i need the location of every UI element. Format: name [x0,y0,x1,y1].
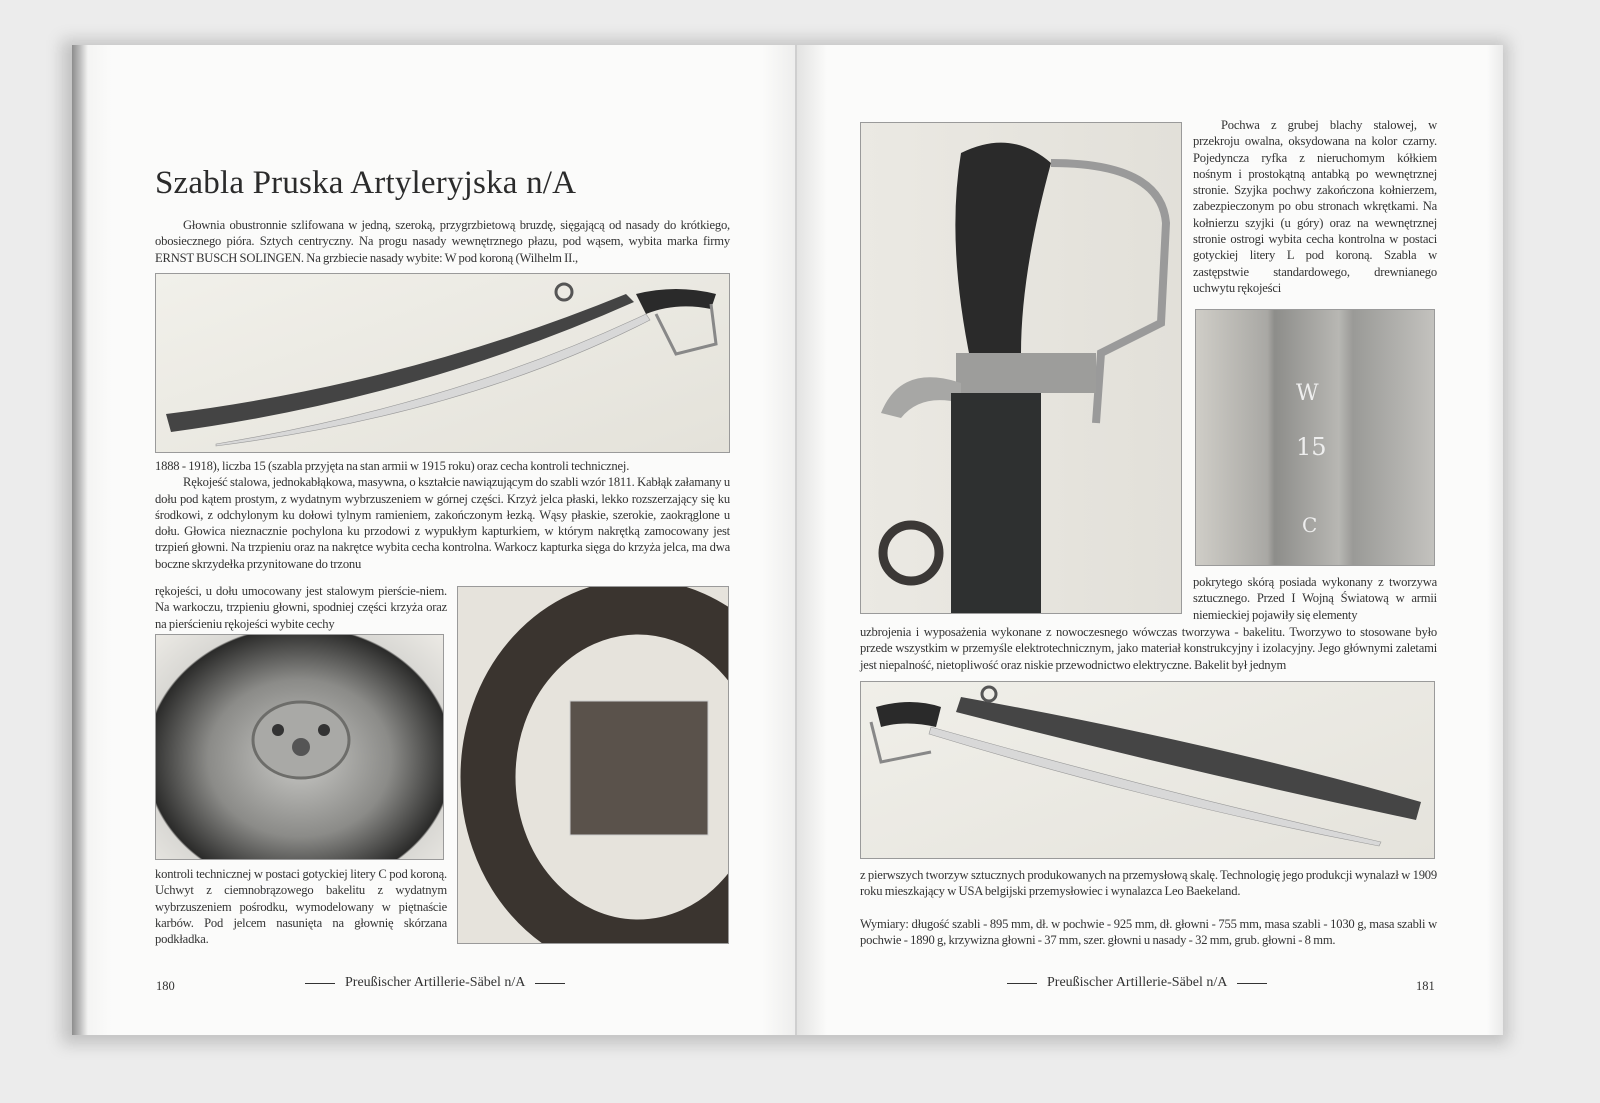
paragraph-bakelite-end [860,867,1437,900]
rule-line [1007,983,1037,984]
photo-blade-stamps [1195,309,1435,566]
paragraph-text: uzbrojenia i wyposażenia wykonane z nowoczesnego wówczas tworzywa - bakelitu. Tworzywo to stosowane było przede wszystkim w przemyśle elektrotechnicznym, jako materiał konstrukcyjny i izolacyjny. Jego głównymi zaletami jest niepalność, nietopliwość oraz niskie przewodnictwo elektryczne. Bakelit był jednym [860,625,1437,672]
ring-illustration [458,587,729,944]
paragraph-text: rękojeści, u dołu umocowany jest stalowym pierście-niem. Na warkoczu, trzpieniu głowni, spodniej części krzyża oraz na pierścieniu rękojeści wybite cechy [155,584,447,631]
photo-saber-full-reverse [860,681,1435,859]
paragraph-text: pokrytego skórą posiada wykonany z tworzywa sztucznego. Przed I Wojną Światową w armii niemieckiej pojawiły się elementy [1193,575,1437,622]
paragraph-dimensions [860,916,1437,949]
svg-text:W: W [1296,381,1319,406]
rule-line [1237,983,1267,984]
paragraph-grip [155,866,447,947]
paragraph-scabbard [1193,117,1437,296]
running-title [295,975,575,991]
paragraph-bakelite-wide [860,624,1437,673]
rule-line [535,983,565,984]
running-title-text: Preußischer Artillerie-Säbel n/A [1047,975,1228,990]
paragraph-text: kontroli technicznej w postaci gotyckiej litery C pod koroną. Uchwyt z ciemnobrązowego bakelitu z wydatnym wybrzuszeniem pośrodku, wymodelowany w piętnaście karbów. Pod jelcem nasunięta na głownię skórzana podkładka. [155,867,447,947]
hilt-illustration [861,123,1182,614]
photo-pommel [155,634,444,860]
photo-grip-ring [457,586,729,944]
paragraph-text: Głownia obustronnie szlifowana w jedną, szeroką, przygrzbietową bruzdę, sięgającą od nasady do krótkiego, obosiecznego pióra. Sztych centryczny. Na progu nasady wewnętrznego płazu, pod wąsem, wybita marka firmy ERNST BUSCH SOLINGEN. Na grzbiecie nasady wybite: W pod koroną (Wilhelm II., [155,218,730,265]
paragraph-text: Wymiary: długość szabli - 895 mm, dł. w pochwie - 925 mm, dł. głowni - 755 mm, masa szabli - 1030 g, masa szabli w pochwie - 1890 g, krzywizna głowni - 37 mm, szer. głowni u nasady - 32 mm, grub. głowni - 8 mm. [860,917,1437,948]
paragraph-bakelite [1193,574,1437,623]
photo-saber-full [155,273,730,453]
rule-line [305,983,335,984]
svg-text:C: C [1302,513,1318,537]
paragraph-text: Pochwa z grubej blachy stalowej, w przekroju owalna, oksydowana na kolor czarny. Pojedyncza ryfka z nieruchomym kółkiem nośnym i prostokątną antabką po wewnętrznej stronie. Szyjka pochwy zakończona kołnierzem, zabezpieczonym po obu stronach wkrętkami. Na kołnierzu szyjki (u góry) oraz na wewnętrznej stronie ostrogi wybita cecha kontrolna w postaci gotyckiej litery L pod koroną. Szabla w zastępstwie standardowego, drewnianego uchwytu rękojeści [1193,118,1437,295]
pommel-nut-illustration [156,635,444,860]
page-number: 181 [1416,979,1435,993]
stamp-marks-illustration [1196,310,1435,566]
photo-hilt-closeup [860,122,1182,614]
saber-illustration [861,682,1435,859]
book-spine [795,45,797,1035]
paragraph-text: 1888 - 1918), liczba 15 (szabla przyjęta na stan armii w 1915 roku) oraz cecha kontroli technicznej. [155,459,630,473]
paragraph-text: z pierwszych tworzyw sztucznych produkowanych na przemysłową skalę. Technologię jego produkcji wynalazł w 1909 roku mieszkający w USA belgijski przemysłowiec i wynalazca Leo Baekeland. [860,868,1437,899]
paragraph-text: Rękojeść stalowa, jednokabłąkowa, masywna, o kształcie nawiązującym do szabli wzór 1811. Kabłąk załamany u dołu pod kątem prostym, z wydatnym wybrzuszeniem w górnej części. Krzyż jelca płaski, lekko rozszerzający się ku środkowi, z odchylonym ku dołowi tylnym ramieniem, zakończonym łezką. Wąsy płaskie, szerokie, zaokrąglone u dołu. Głowica nieznacznie pochylona ku przodowi z wypukłym kapturkiem, w którym nakrętką zamocowany jest trzpień głowni. Na trzpieniu oraz na nakrętce wybita cecha kontrolna. Warkocz kapturka sięga do krzyża jelca, ma dwa boczne skrzydełka przynitowane do trzonu [155,475,730,571]
svg-text:15: 15 [1296,433,1327,461]
paragraph-hilt-narrow [155,583,447,632]
running-title-text: Preußischer Artillerie-Säbel n/A [345,975,526,990]
paragraph-hilt [155,458,730,572]
page-number: 180 [156,979,175,993]
paragraph-blade [155,217,730,266]
saber-illustration [156,274,730,453]
page-title: Szabla Pruska Artyleryjska n/A [155,165,577,201]
running-title [997,975,1277,991]
